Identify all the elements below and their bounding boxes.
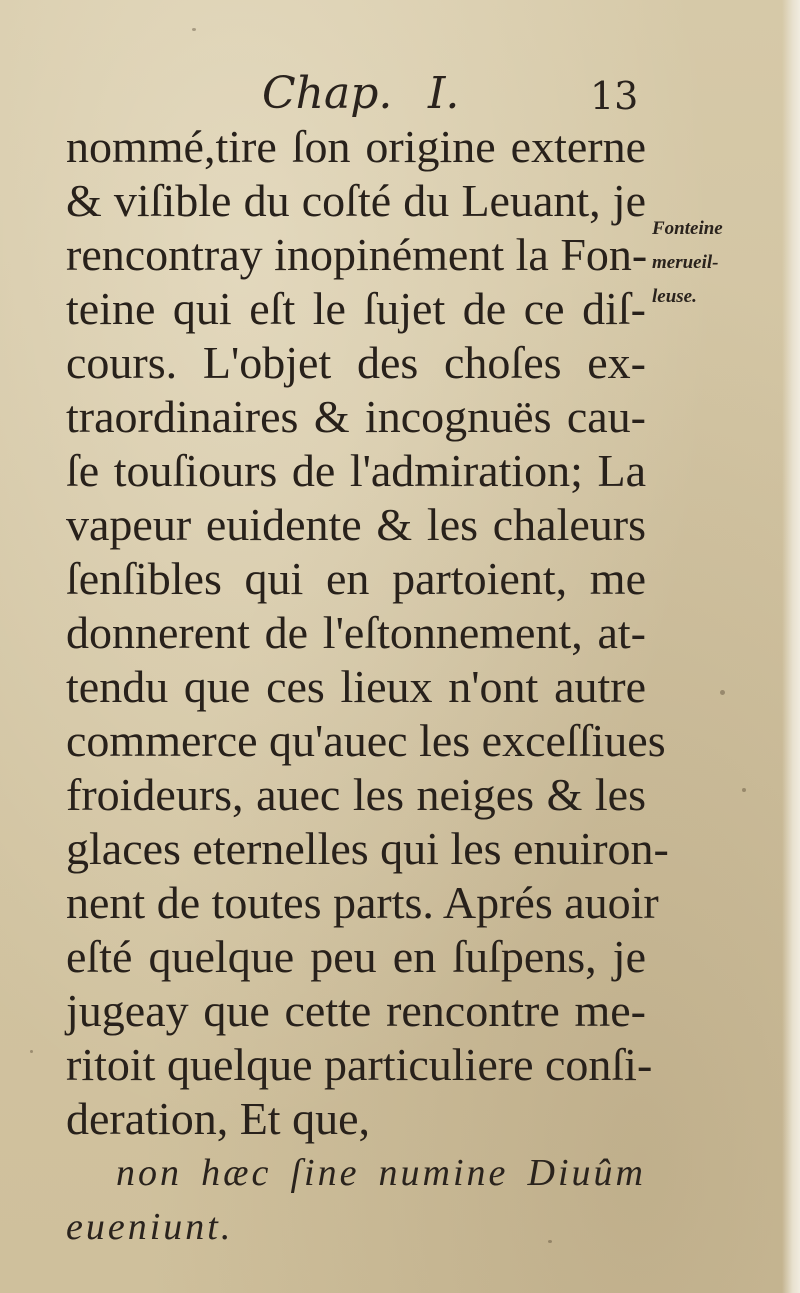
text-line: ritoit quelque particuliere conſi- [66,1039,653,1090]
text-line: commerce qu'auec les exceſſiues [66,715,666,766]
latin-quote-line: non hæc ſine numine Diuûm [116,1152,646,1194]
paper-speck [30,1050,33,1053]
text-line: eſté quelque peu en ſuſpens, je [66,931,646,982]
text-line: froideurs, auec les neiges & les [66,769,646,820]
text-line: ſenſibles qui en partoient, me [66,553,646,604]
marginal-note-line: leuse. [652,286,697,307]
marginal-note-line: merueil- [652,252,719,273]
paper-speck [192,28,196,31]
latin-quote-line: eueniunt. [66,1206,234,1248]
text-line: teine qui eſt le ſujet de ce diſ- [66,283,646,334]
body-text [66,120,669,1254]
running-header [0,68,800,124]
text-line: donnerent de l'eſtonnement, at- [66,607,646,658]
text-line: traordinaires & incognuës cau- [66,391,646,442]
paper-speck [720,690,725,695]
marginal-note-line: Fonteine [652,218,723,239]
page-edge [782,0,800,1293]
page-number: 13 [590,74,639,118]
text-line: nent de toutes parts. Aprés auoir [66,877,659,928]
text-line: cours. L'objet des choſes ex- [66,337,646,388]
text-line: rencontray inopinément la Fon- [66,229,648,280]
text-line: deration, Et que, [66,1093,371,1144]
paper-speck [742,788,746,792]
chapter-number: I. [428,68,460,119]
text-line: & viſible du coſté du Leuant, je [66,175,646,226]
text-line: jugeay que cette rencontre me- [66,985,646,1036]
text-line: vapeur euidente & les chaleurs [66,499,646,550]
text-line: ſe touſiours de l'admiration; La [66,445,646,496]
chapter-label: Chap. [262,68,393,119]
text-line: glaces eternelles qui les enuiron- [66,823,669,874]
text-line: nommé,tire ſon origine externe [66,121,646,172]
text-line: tendu que ces lieux n'ont autre [66,661,646,712]
marginal-note [652,212,772,314]
